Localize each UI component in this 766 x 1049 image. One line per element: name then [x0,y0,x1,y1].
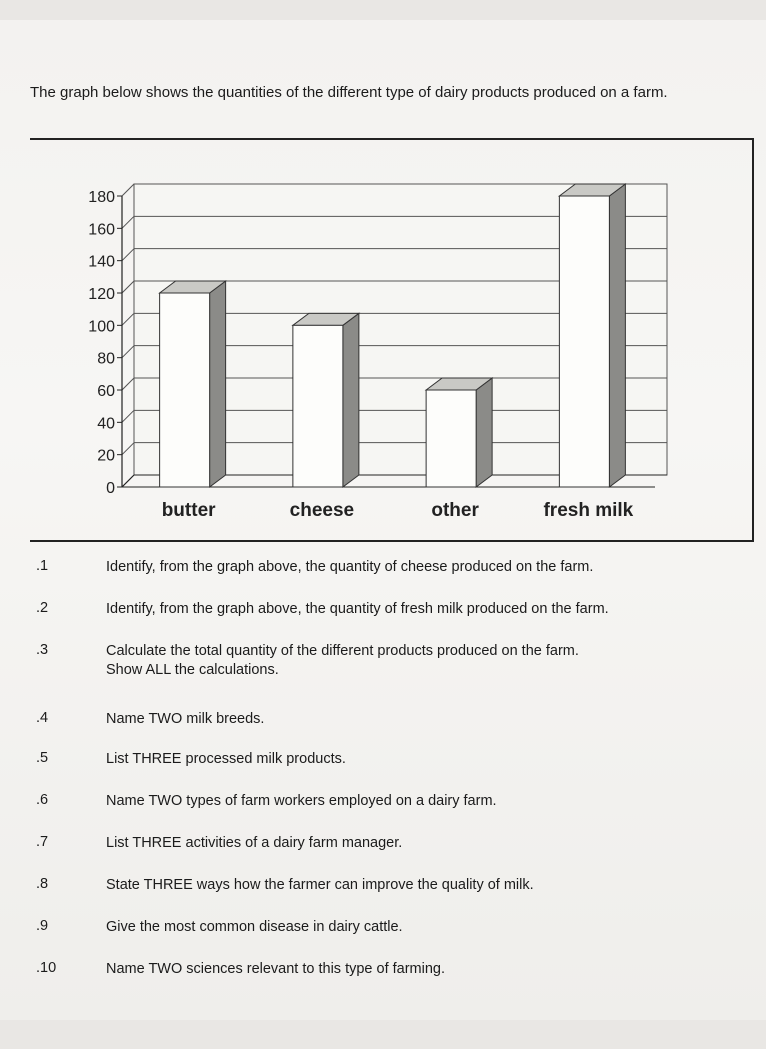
question-number: .5 [36,750,49,766]
y-tick-label: 180 [88,189,115,206]
bar-butter [160,293,210,487]
y-tick-label: 0 [106,480,115,497]
gridline-slant [122,410,134,422]
question-number: .3 [36,642,49,658]
question-text [106,710,756,729]
y-tick-label: 60 [97,383,115,400]
bar-chart [30,140,752,540]
question-text [106,558,756,577]
y-tick-label: 120 [88,286,115,303]
bar-cheese [293,325,343,487]
bar-side [343,313,359,487]
question-number: .6 [36,792,49,808]
question-number: .4 [36,710,49,726]
question-main-text: Name TWO sciences relevant to this type of farming. [106,961,446,977]
floor-edge [122,475,134,487]
question-main-text: Identify, from the graph above, the quantity of fresh milk produced on the farm. [106,601,609,617]
y-tick-label: 160 [88,221,115,239]
question-text [106,960,756,979]
bar-side [609,184,625,487]
question-subtext: Show ALL the calculations. [106,662,279,678]
question-number: .9 [36,918,49,934]
gridline-slant [122,216,134,228]
question-number: .1 [36,558,49,574]
question-text [106,834,756,853]
gridline-slant [122,378,134,390]
bar-fresh-milk [559,196,609,487]
category-label: cheese [289,500,355,521]
question-number: .8 [36,876,49,892]
question-text [106,600,756,619]
worksheet-page [0,20,766,1020]
y-tick-label: 140 [88,253,115,271]
category-label: fresh milk [543,500,634,521]
gridline-slant [122,313,134,325]
bar-side [210,281,226,487]
intro-text: The graph below shows the quantities of the different type of dairy products produced on a farm. [30,84,668,101]
question-main-text: Give the most common disease in dairy cattle. [106,919,403,935]
question-main-text: List THREE activities of a dairy farm manager. [106,835,403,851]
question-main-text: Name TWO milk breeds. [106,711,265,727]
question-text [106,642,756,680]
y-tick-label: 40 [97,415,115,433]
question-main-text: List THREE processed milk products. [106,751,346,767]
question-main-text: Name TWO types of farm workers employed on a dairy farm. [106,793,497,809]
question-number: .2 [36,600,49,616]
category-label: butter [161,500,216,521]
gridline-slant [122,281,134,293]
question-text [106,876,756,895]
question-main-text: Calculate the total quantity of the different products produced on the farm. [106,643,579,659]
question-main-text: Identify, from the graph above, the quantity of cheese produced on the farm. [106,559,594,575]
question-text [106,918,756,937]
gridline-slant [122,249,134,261]
question-number: .10 [36,960,57,976]
y-tick-label: 100 [88,318,115,336]
bar-side [476,378,492,487]
question-text [106,792,756,811]
bar-chart-frame [30,138,754,542]
category-label: other [431,500,479,521]
question-main-text: State THREE ways how the farmer can improve the quality of milk. [106,877,534,893]
y-tick-label: 80 [97,350,115,368]
gridline-slant [122,443,134,455]
question-text [106,750,756,769]
question-number: .7 [36,834,49,850]
gridline-slant [122,184,134,196]
gridline-slant [122,346,134,358]
y-tick-label: 20 [97,447,115,465]
bar-other [426,390,476,487]
